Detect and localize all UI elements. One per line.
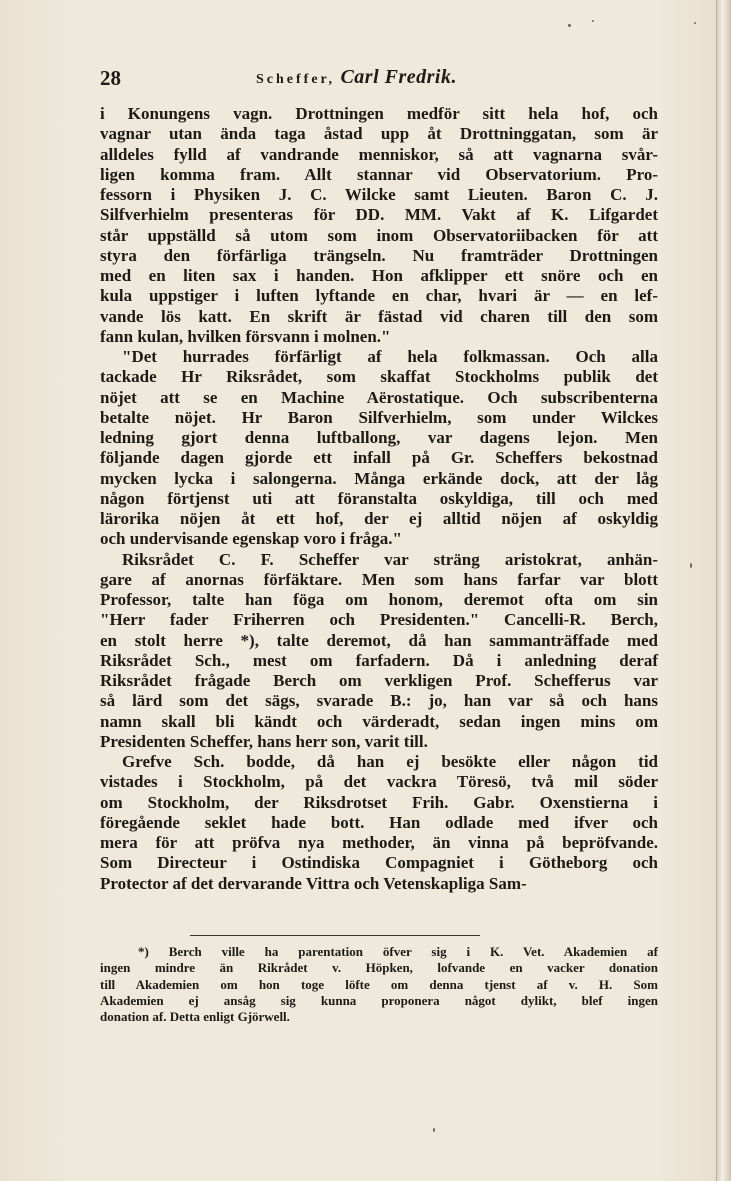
text-line: någon förtjenst uti att föranstalta oskyldiga, till och med [100,488,658,508]
text-line: står uppställd så utom som inom Observatoriibacken för att [100,225,658,245]
text-line: ledning gjort denna luftballong, var dagens lejon. Men [100,428,658,447]
text-line: nöjet att se en Machine Aërostatique. Och subscribenterna [100,387,658,407]
text-line: mera för att pröfva nya methoder, än vinna på bepröfvande. [100,833,658,852]
running-title-forename: Carl Fredrik. [340,66,457,88]
text-line: ligen komma fram. Allt stannar vid Observatorium. Pro- [100,164,658,184]
footnote-line: *) Berch ville ha parentation öfver sig i K. Vet. Akademien af [138,944,658,959]
text-line: Riksrådet frågade Berch om verkligen Prof. Schefferus var [100,671,658,690]
text-line: Riksrådet Sch., mest om farfadern. Då i anledning deraf [100,650,658,670]
text-line: och undervisande egenskap voro i fråga." [100,529,402,549]
text-line: "Det hurrades förfärligt af hela folkmassan. Och alla [122,347,658,366]
text-line: Professor, talte han föga om honom, deremot ofta om sin [100,590,658,609]
footnote-line: donation af. Detta enligt Gjörwell. [100,1009,290,1025]
page-edge [716,0,731,1181]
text-line: föregående seklet hade bott. Han odlade med ifver och [100,812,658,832]
text-line: Som Directeur i Ostindiska Compagniet i Götheborg och [100,853,658,873]
text-line: en stolt herre *), talte deremot, då han sammanträffade med [100,630,658,650]
text-line: följande dagen gjorde ett infall på Gr. Scheffers bekostnad [100,448,658,468]
text-line: mycken lycka i salongerna. Många erkände dock, att der låg [100,468,658,488]
text-line: om Stockholm, der Riksdrotset Frih. Gabr. Oxenstierna i [100,792,658,812]
text-line: fann kulan, hvilken försvann i molnen." [100,326,391,346]
running-header [100,66,660,98]
text-line: kula uppstiger i luften lyftande en char, hvari är — en lef- [100,286,658,306]
text-line: vagnar utan ända taga åstad upp åt Drottninggatan, som är [100,124,658,144]
text-line: gare af anornas förfäktare. Men som hans farfar var blott [100,569,658,589]
text-line: Protector af det dervarande Vittra och Vetenskapliga Sam- [100,873,527,893]
text-line: Grefve Sch. bodde, då han ej besökte eller någon tid [122,752,658,771]
body-text [100,104,658,894]
text-line: vande lös katt. En skrift är fästad vid charen till den som [100,306,658,326]
text-line: i Konungens vagn. Drottningen medför sitt hela hof, och [100,104,658,123]
text-line: namn skall bli kändt och värderadt, sedan ingen mins om [100,711,658,731]
text-line: styra den förfärliga trängseln. Nu framträder Drottningen [100,245,658,265]
text-line: Silfverhielm presenteras för DD. MM. Vakt af K. Lifgardet [100,205,658,225]
text-line: betalte nöjet. Hr Baron Silfverhielm, som under Wilckes [100,407,658,427]
text-line: Riksrådet C. F. Scheffer var sträng aristokrat, anhän- [122,549,658,569]
text-line: vistades i Stockholm, på det vackra Töresö, två mil söder [100,772,658,792]
text-line: "Herr fader Friherren och Presidenten." Cancelli-R. Berch, [100,610,658,630]
text-line: så lärd som det sägs, svarade B.: jo, han var så och hans [100,691,658,711]
text-line: Presidenten Scheffer, hans herr son, varit till. [100,731,428,751]
text-line: lärorika nöjen åt ett hof, der ej alltid nöjen af oskyldig [100,509,658,528]
footnote [100,944,658,1025]
footnote-rule [190,935,480,936]
text-line: fessorn i Physiken J. C. Wilcke samt Lieuten. Baron C. J. [100,185,658,204]
footnote-line: till Akademien om hon toge löfte om denna tjenst af v. H. Som [100,976,658,992]
footnote-line: ingen mindre än Rikrådet v. Höpken, lofvande en vacker donation [100,960,658,976]
text-line: tackade Hr Riksrådet, som skaffat Stockholms publik det [100,367,658,387]
running-title-name: Scheffer, [256,72,335,87]
page-number: 28 [100,66,121,90]
footnote-line: Akademien ej ansåg sig kunna proponera något dylikt, blef ingen [100,992,658,1008]
text-line: alldeles fylld af vandrande menniskor, så att vagnarna svår- [100,144,658,164]
running-title [256,66,457,89]
text-line: med en liten sax i handen. Hon afklipper ett snöre och en [100,266,658,285]
